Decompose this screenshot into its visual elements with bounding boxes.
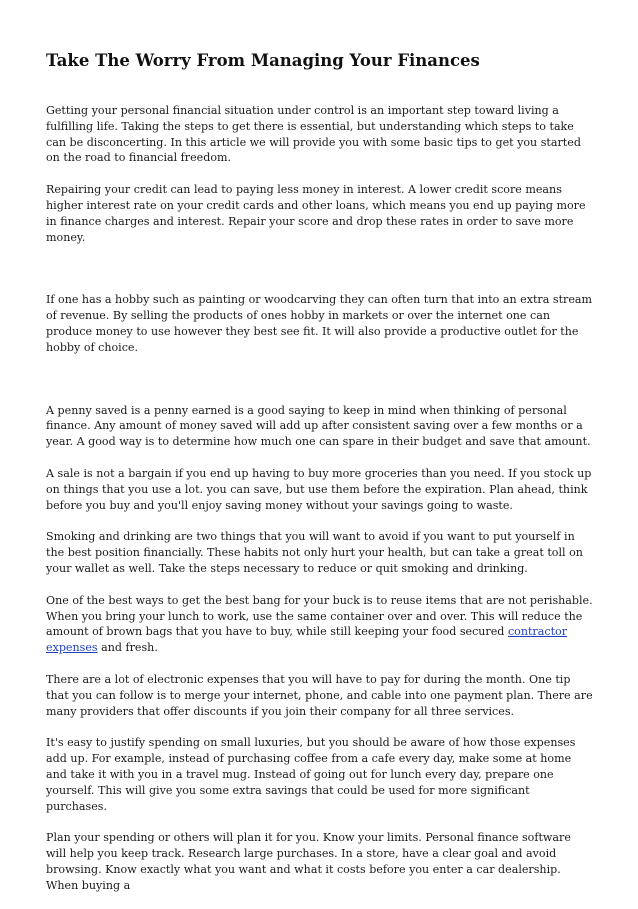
document-title: Take The Worry From Managing Your Finances: [46, 51, 480, 70]
paragraph-reuse-text-after: and fresh.: [97, 641, 158, 655]
document-page: [46, 50, 594, 909]
paragraph-reuse-text-before: One of the best ways to get the best bang for your buck is to reuse items that are not perishable. When you bring your lunch to work, use the same container over and over. This will reduce the amount of brown bags that you have to buy, while still keeping your food secured: [46, 593, 593, 639]
paragraph-smoking: Smoking and drinking are two things that you will want to avoid if you want to put yourself in the best position financially. These habits not only hurt your health, but can take a great toll on your wallet as well. Take the steps necessary to reduce or quit smoking and drinking.: [46, 530, 583, 575]
paragraph-penny-saved: A penny saved is a penny earned is a good saying to keep in mind when thinking of personal finance. Any amount of money saved will add up after consistent saving over a few months or a year. A good way is to determine how much one can spare in their budget and save that amount.: [46, 403, 591, 449]
paragraph-hobby: If one has a hobby such as painting or woodcarving they can often turn that into an extra stream of revenue. By selling the products of ones hobby in markets or over the internet one can produce money to use however they best see fit. It will also provide a productive outlet for the hobby of choice.: [46, 293, 593, 354]
contractor-expenses-link[interactable]: contractor expenses: [46, 625, 568, 655]
paragraph-electronic-expenses: There are a lot of electronic expenses that you will have to pay for during the month. One tip that you can follow is to merge your internet, phone, and cable into one payment plan. There are many providers that offer discounts if you join their company for all three services.: [46, 672, 593, 718]
paragraph-plan-spending: Plan your spending or others will plan it for you. Know your limits. Personal finance software will help you keep track. Research large purchases. In a store, have a clear goal and avoid browsing. Know exactly what you want and what it costs before you enter a car dealership. When buying a: [46, 831, 571, 892]
paragraph-sale: A sale is not a bargain if you end up having to buy more groceries than you need. If you stock up on things that you use a lot. you can save, but use them before the expiration. Plan ahead, think before you buy and you'll enjoy saving money without your savings going to waste.: [46, 466, 592, 512]
paragraph-small-luxuries: It's easy to justify spending on small luxuries, but you should be aware of how those expenses add up. For example, instead of purchasing coffee from a cafe every day, make some at home and take it with you in a travel mug. Instead of going out for lunch every day, prepare one yourself. This will give you some extra savings that could be used for more significant purchases.: [46, 736, 576, 813]
paragraph-credit: Repairing your credit can lead to paying less money in interest. A lower credit score means higher interest rate on your credit cards and other loans, which means you end up paying more in finance charges and interest. Repair your score and drop these rates in order to save more money.: [46, 183, 586, 244]
paragraph-intro: Getting your personal financial situation under control is an important step toward living a fulfilling life. Taking the steps to get there is essential, but understanding which steps to take can be disconcerting. In this article we will provide you with some basic tips to get you started on the road to financial freedom.: [46, 104, 581, 165]
paragraph-reuse-items: [46, 593, 594, 656]
